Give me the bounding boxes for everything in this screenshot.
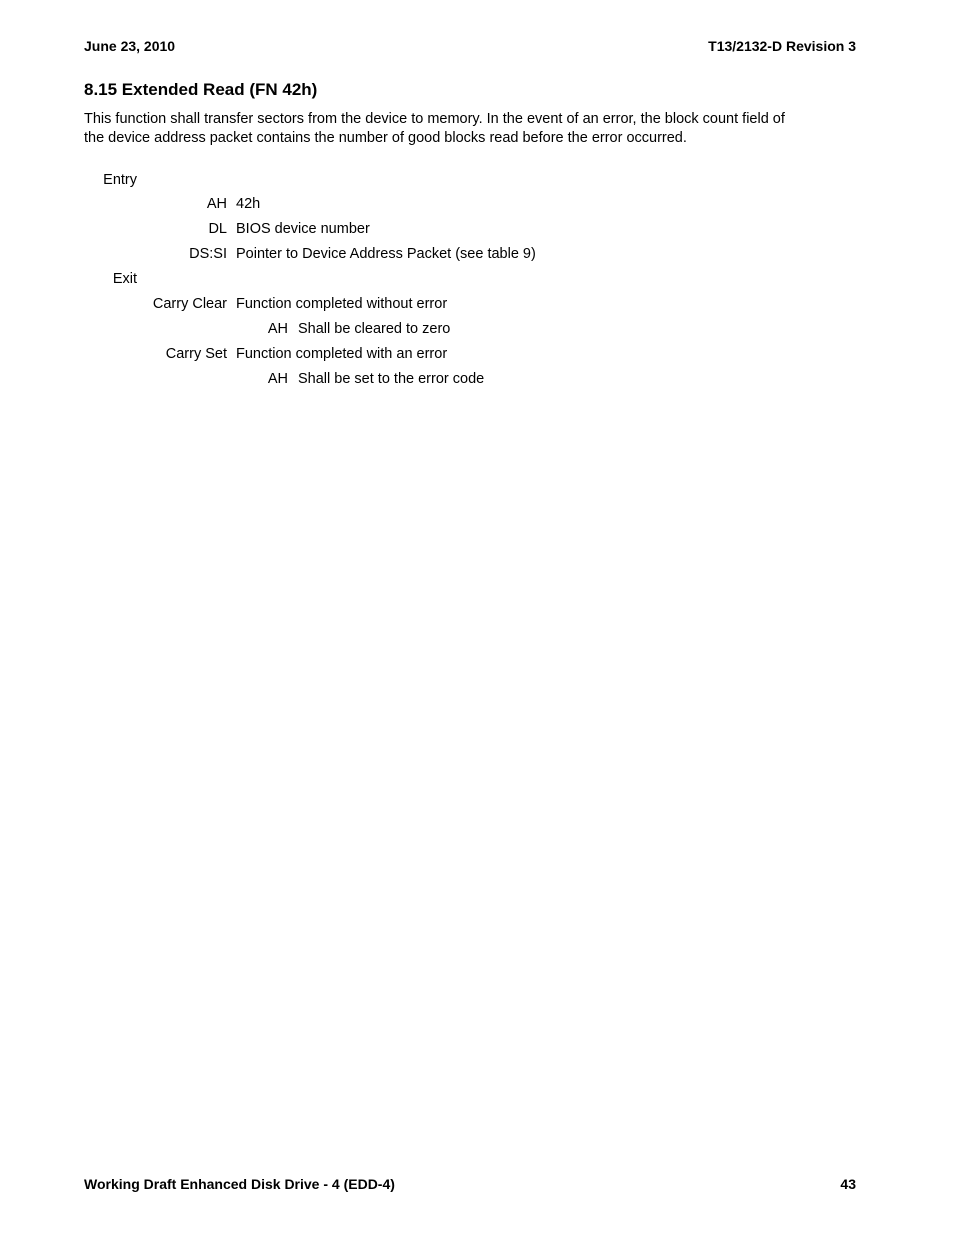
entry-label: Entry bbox=[103, 172, 137, 188]
footer-title: Working Draft Enhanced Disk Drive - 4 (EDD-4) bbox=[84, 1176, 395, 1192]
register-name: AH bbox=[206, 196, 227, 212]
register-description: Shall be set to the error code bbox=[298, 371, 485, 387]
register-description: Shall be cleared to zero bbox=[298, 321, 451, 337]
description-line: This function shall transfer sectors from the device to memory. In the event of an error, the block count field of bbox=[84, 111, 785, 127]
register-name: AH bbox=[267, 321, 288, 337]
section-title: 8.15 Extended Read (FN 42h) bbox=[84, 80, 318, 99]
register-name: AH bbox=[267, 371, 288, 387]
register-name: DL bbox=[208, 221, 227, 237]
register-description: Function completed with an error bbox=[236, 346, 448, 362]
register-name: DS:SI bbox=[189, 246, 227, 262]
section-description bbox=[84, 110, 864, 148]
register-name: Carry Clear bbox=[152, 296, 227, 312]
page-number: 43 bbox=[840, 1176, 856, 1192]
header-date: June 23, 2010 bbox=[84, 38, 176, 54]
description-line: the device address packet contains the number of good blocks read before the error occurred. bbox=[84, 130, 687, 146]
header-doc-id: T13/2132-D Revision 3 bbox=[708, 38, 856, 54]
register-description: BIOS device number bbox=[236, 221, 370, 237]
exit-label: Exit bbox=[112, 271, 137, 287]
register-description: Pointer to Device Address Packet (see table 9) bbox=[236, 246, 536, 262]
register-description: 42h bbox=[236, 196, 261, 212]
register-description: Function completed without error bbox=[236, 296, 448, 312]
register-name: Carry Set bbox=[165, 346, 227, 362]
